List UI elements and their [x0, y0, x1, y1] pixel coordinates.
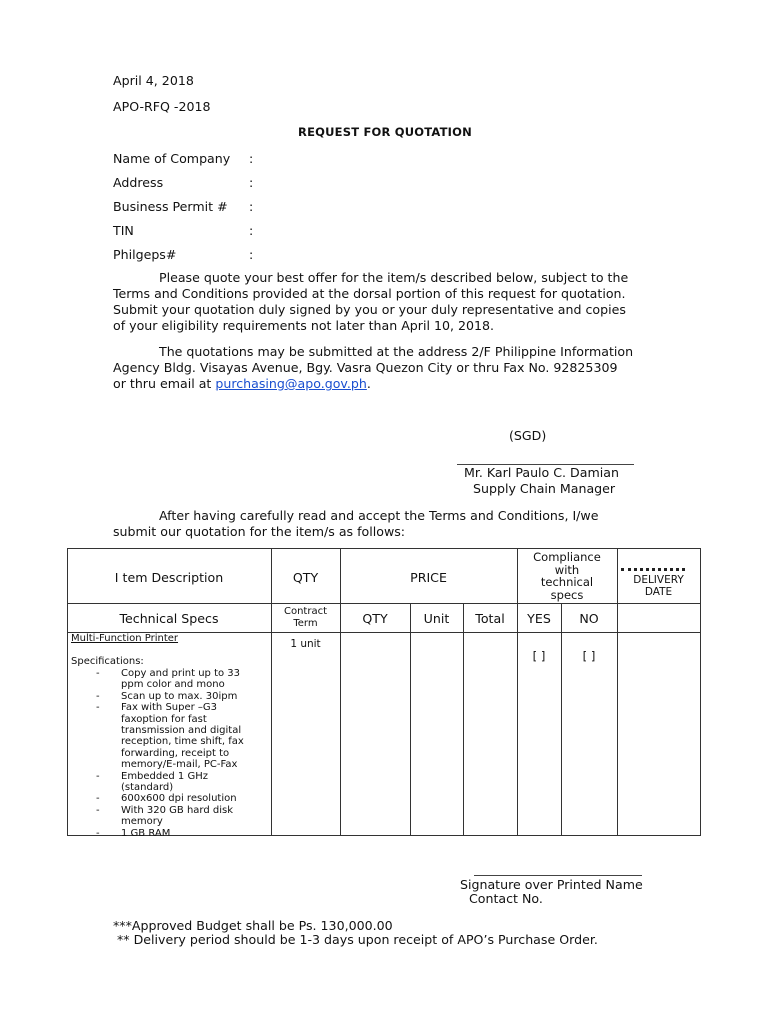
spec-item — [71, 668, 271, 691]
spec-item — [71, 805, 271, 828]
spec-dash: - — [96, 690, 100, 702]
yes-checkbox[interactable]: [ ] — [532, 649, 546, 663]
email-link[interactable]: purchasing@apo.gov.ph — [215, 376, 367, 391]
spec-text: Copy and print up to 33 — [121, 668, 241, 679]
spec-dash: - — [96, 793, 100, 805]
approved-budget: ***Approved Budget shall be Ps. 130,000.00 — [113, 918, 393, 933]
spec-text: (standard) — [121, 782, 174, 794]
spec-text: With 320 GB hard disk — [121, 804, 233, 816]
spec-text: Embedded 1 GHz — [121, 770, 208, 782]
intro-line-2: submit our quotation for the item/s as follows: — [113, 524, 406, 539]
email-prefix: or thru email at — [113, 376, 216, 391]
paragraph-2-line-2: Agency Bldg. Visayas Avenue, Bgy. Vasra Quezon City or thru Fax No. 92825309 — [113, 360, 618, 375]
field-colon: : — [249, 151, 254, 166]
spec-item — [71, 702, 271, 770]
header-delivery-date — [617, 574, 700, 598]
header-compliance — [517, 551, 617, 601]
spec-text: memory/E-mail, PC-Fax — [121, 759, 238, 771]
compliance-line: specs — [550, 587, 584, 602]
paragraph-1-line-4: of your eligibility requirements not later than April 10, 2018. — [113, 318, 495, 333]
spec-item — [71, 828, 271, 839]
signatory-position: Supply Chain Manager — [473, 481, 616, 496]
col-divider-2 — [340, 548, 341, 836]
signature-label: Signature over Printed Name — [460, 877, 643, 892]
bidder-signature-line — [474, 875, 642, 876]
paragraph-1-line-1: Please quote your best offer for the item/s described below, subject to the — [159, 270, 629, 285]
delivery-dotted-rule — [621, 568, 685, 571]
spec-item — [71, 691, 271, 702]
col-divider-6 — [561, 603, 562, 836]
spec-text: reception, time shift, fax — [121, 736, 244, 748]
header-yes: YES — [527, 611, 551, 626]
spec-text: ppm color and mono — [121, 679, 225, 691]
spec-text: 600x600 dpi resolution — [121, 793, 237, 805]
spec-dash: - — [96, 702, 100, 714]
spec-text: Fax with Super –G3 — [121, 702, 218, 714]
header-item-description: I tem Description — [114, 570, 224, 585]
compliance-line: Compliance — [533, 550, 601, 564]
spec-text: memory — [121, 816, 163, 828]
header-contract-term — [271, 606, 340, 629]
price-subdivider — [340, 603, 517, 604]
signed-mark: (SGD) — [509, 428, 547, 443]
signatory-name: Mr. Karl Paulo C. Damian — [464, 465, 619, 480]
document-date: April 4, 2018 — [113, 73, 194, 88]
table-border-top — [67, 548, 700, 549]
delivery-note: ** Delivery period should be 1-3 days upon receipt of APO’s Purchase Order. — [117, 932, 598, 947]
field-label-philgeps: Philgeps# — [113, 247, 177, 262]
table-border-left — [67, 548, 68, 836]
header-total: Total — [475, 611, 505, 626]
spec-dash: - — [96, 827, 100, 839]
col-divider-3 — [410, 603, 411, 836]
spec-dash: - — [96, 804, 100, 816]
contract-term-line: Term — [293, 617, 318, 629]
field-colon: : — [249, 247, 254, 262]
email-suffix: . — [366, 376, 371, 391]
header-price: PRICE — [410, 570, 447, 585]
paragraph-1-line-3: Submit your quotation duly signed by you or your duly representative and copies — [113, 302, 626, 317]
header-qty: QTY — [292, 570, 319, 585]
no-checkbox[interactable]: [ ] — [582, 649, 596, 663]
spec-text: forwarding, receipt to — [121, 747, 230, 759]
item-name: Multi-Function Printer — [71, 633, 179, 644]
delivery-line: DELIVERY — [633, 574, 684, 586]
spec-item — [71, 771, 271, 794]
compliance-line: technical — [540, 575, 594, 589]
col-divider-4 — [463, 603, 464, 836]
field-label-address: Address — [113, 175, 164, 190]
intro-line-1: After having carefully read and accept the Terms and Conditions, I/we — [159, 508, 599, 523]
compliance-line: with — [554, 562, 580, 577]
document-title: REQUEST FOR QUOTATION — [298, 125, 472, 139]
spec-title: Specifications: — [71, 656, 144, 667]
contract-term-line: Contract — [283, 606, 328, 617]
header-technical-specs: Technical Specs — [119, 611, 219, 626]
reference-number: APO-RFQ -2018 — [113, 99, 211, 114]
col-divider-1 — [271, 548, 272, 836]
spec-list — [71, 668, 271, 839]
header-no: NO — [579, 611, 599, 626]
paragraph-2-line-1: The quotations may be submitted at the address 2/F Philippine Information — [159, 344, 634, 359]
header-unit: Unit — [423, 611, 450, 626]
item-quantity: 1 unit — [290, 638, 321, 650]
field-label-company: Name of Company — [113, 151, 231, 166]
contact-label: Contact No. — [469, 891, 543, 906]
spec-item — [71, 793, 271, 804]
paragraph-1-line-2: Terms and Conditions provided at the dorsal portion of this request for quotation. — [113, 286, 626, 301]
field-colon: : — [249, 175, 254, 190]
spec-dash: - — [96, 668, 100, 679]
paragraph-2-line-3 — [113, 376, 371, 391]
spec-text: Scan up to max. 30ipm — [121, 690, 238, 702]
spec-text: transmission and digital — [121, 725, 242, 737]
field-colon: : — [249, 223, 254, 238]
field-label-tin: TIN — [113, 223, 134, 238]
spec-text: 1 GB RAM — [121, 827, 171, 839]
spec-dash: - — [96, 770, 100, 782]
table-border-right — [700, 548, 701, 836]
delivery-line: DATE — [644, 586, 673, 598]
field-colon: : — [249, 199, 254, 214]
field-label-business-permit: Business Permit # — [113, 199, 228, 214]
header-price-qty: QTY — [362, 611, 388, 626]
spec-text: faxoption for fast — [121, 713, 207, 725]
